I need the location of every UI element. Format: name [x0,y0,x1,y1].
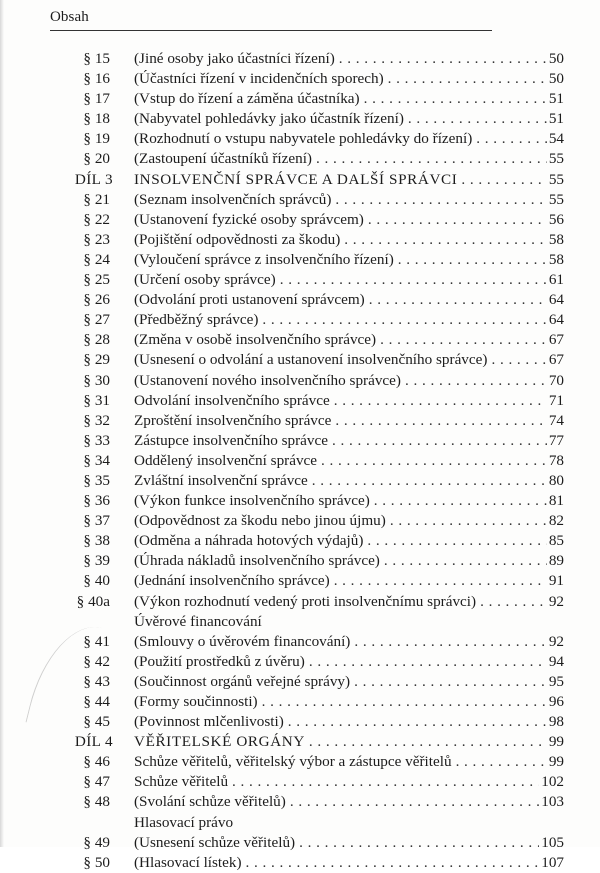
section-title: Odvolání insolvenčního správce [134,391,330,409]
section-title: Oddělený insolvenční správce [134,451,318,469]
toc-entry-row [0,69,600,89]
section-title: (Rozhodnutí o vstupu nabyvatele pohledávky do řízení) [134,130,473,148]
section-number: § 25 [83,271,110,289]
subheading-title: Úvěrové financování [134,612,262,630]
toc-entry-row [0,672,600,692]
entry-line [134,451,564,471]
section-number: § 43 [83,672,110,690]
toc-entry-row [0,190,600,210]
dot-leader [369,290,547,310]
dot-leader [321,451,547,471]
section-title: (Nabyvatel pohledávky jako účastník řízení) [134,110,404,128]
section-number: § 46 [83,753,110,771]
toc-entry-row [0,89,600,109]
page-number: 55 [548,170,564,188]
page-number: 95 [548,672,564,690]
section-number: § 31 [83,391,110,409]
page-number: 55 [548,150,564,168]
section-number: § 17 [83,90,110,108]
section-title: Zvláštní insolvenční správce [134,471,308,489]
page-number: 71 [548,391,564,409]
entry-line [134,350,564,370]
dot-leader [398,250,547,270]
dot-leader [367,531,546,551]
dot-leader [368,210,547,230]
entry-line [134,752,564,772]
dot-leader [374,491,547,511]
section-title: (Usnesení o odvolání a ustanovení insolvenčního správce) [134,351,488,369]
entry-line [134,571,564,591]
section-number: § 44 [83,693,110,710]
toc-entry-row [0,49,600,69]
entry-line [134,391,564,411]
entry-line [134,692,564,712]
entry-line [134,310,564,330]
page-number: 58 [548,230,564,248]
entry-line [134,290,564,310]
page-number: 74 [548,411,564,429]
section-title: Schůze věřitelů [134,773,229,791]
dot-leader [280,270,547,290]
entry-line [134,772,564,792]
page-number: 54 [548,130,564,148]
page-number: 94 [548,652,564,670]
entry-line [134,632,564,652]
toc-entry-row [0,692,600,712]
section-title: (Odměna a náhrada hotových výdajů) [134,532,364,550]
section-title: (Úhrada nákladů insolvenčního správce) [134,552,380,570]
page-number: 50 [548,70,564,88]
section-number: § 50 [83,853,110,871]
entry-line [134,129,564,149]
section-number: § 34 [83,451,110,469]
page-number: 99 [548,753,564,771]
section-title: (Změna v osobě insolvenčního správce) [134,331,377,349]
section-number: § 22 [83,210,110,228]
entry-line [134,89,564,109]
page-number: 55 [548,190,564,208]
entry-line [134,230,564,250]
entry-line [134,330,564,350]
section-number: § 30 [83,371,110,389]
section-title: (Svolání schůze věřitelů) [134,793,286,811]
entry-line [134,109,564,129]
section-title: Schůze věřitelů, věřitelský výbor a zástupce věřitelů [134,753,452,771]
table-of-contents [0,49,600,873]
dot-leader [364,89,547,109]
section-number: § 40 [83,572,110,590]
page-number: 91 [548,572,564,590]
dot-leader [262,692,547,712]
dot-leader [384,551,547,571]
entry-line [134,551,564,571]
toc-entry-row [0,149,600,169]
toc-entry-row [0,712,600,732]
toc-subheading-row [0,813,600,833]
section-number: § 36 [83,492,110,510]
page-number: 96 [548,693,564,710]
section-number: § 47 [83,773,110,791]
page-number: 102 [541,773,564,791]
entry-line [134,190,564,210]
dot-leader [316,149,547,169]
section-number: § 24 [83,250,110,268]
section-title: (Odpovědnost za škodu nebo jinou újmu) [134,512,386,530]
entry-line [134,411,564,431]
toc-division-row [0,732,600,752]
section-title: (Ustanovení fyzické osoby správcem) [134,210,364,228]
dot-leader [405,371,547,391]
section-number: § 27 [83,311,110,329]
section-title: (Použití prostředků z úvěru) [134,652,305,670]
header-rule [50,30,492,31]
entry-line [134,672,564,692]
toc-entry-row [0,330,600,350]
toc-entry-row [0,772,600,792]
section-number: § 21 [83,190,110,208]
toc-entry-row [0,471,600,491]
dot-leader [461,170,546,190]
entry-line [134,531,564,551]
dot-leader [390,511,547,531]
section-number: § 32 [83,411,110,429]
toc-entry-row [0,511,600,531]
page-number: 92 [548,632,564,650]
entry-line [134,732,564,752]
section-number: § 37 [83,512,110,530]
page-number: 51 [548,90,564,108]
page-number: 103 [541,793,564,811]
section-number: § 45 [83,713,110,731]
dot-leader [408,109,547,129]
toc-entry-row [0,792,600,812]
entry-line [134,270,564,290]
entry-line [134,69,564,89]
section-title: (Vstup do řízení a záměna účastníka) [134,90,360,108]
toc-entry-row [0,310,600,330]
page-number: 77 [548,431,564,449]
entry-line [134,712,564,732]
section-title: Zproštění insolvenčního správce [134,411,332,429]
dot-leader [312,471,547,491]
dot-leader [456,752,547,772]
section-title: (Jednání insolvenčního správce) [134,572,330,590]
section-number: § 29 [83,351,110,369]
page-number: 67 [548,351,564,369]
page-number: 85 [548,532,564,550]
entry-line [134,431,564,451]
entry-line [134,471,564,491]
section-title: (Formy součinnosti) [134,693,258,710]
section-title: (Hlasovací lístek) [134,853,242,871]
section-title: (Účastníci řízení v incidenčních sporech) [134,70,384,88]
page-number: 107 [541,853,564,871]
dot-leader [334,391,547,411]
dot-leader [388,69,547,89]
dot-leader [339,49,547,69]
page-number: 51 [548,110,564,128]
dot-leader [491,350,546,370]
entry-line [134,49,564,69]
toc-entry-row [0,230,600,250]
page-number: 80 [548,471,564,489]
running-head: Obsah [50,9,89,25]
toc-entry-row [0,752,600,772]
dot-leader [299,833,539,853]
dot-leader [335,411,546,431]
section-title: (Výkon funkce insolvenčního správce) [134,492,370,510]
toc-entry-row [0,210,600,230]
section-title: (Smlouvy o úvěrovém financování) [134,632,351,650]
toc-entry-row [0,551,600,571]
section-number: § 38 [83,532,110,550]
division-number: DÍL 4 [74,733,113,751]
entry-line [134,813,564,833]
section-number: § 42 [83,652,110,670]
toc-entry-row [0,491,600,511]
page-number: 92 [548,592,564,610]
page-number: 64 [548,311,564,329]
toc-entry-row [0,592,600,612]
section-number: § 41 [83,632,110,650]
entry-line [134,853,564,873]
section-title: (Odvolání proti ustanovení správcem) [134,291,365,309]
entry-line [134,210,564,230]
dot-leader [309,732,547,752]
entry-line [134,592,564,612]
dot-leader [354,672,547,692]
section-number: § 23 [83,230,110,248]
entry-line [134,612,564,632]
toc-subheading-row [0,612,600,632]
dot-leader [480,592,547,612]
entry-line [134,250,564,270]
toc-entry-row [0,129,600,149]
section-number: § 49 [83,833,110,851]
dot-leader [332,431,547,451]
dot-leader [290,792,539,812]
dot-leader [309,652,547,672]
section-number: § 19 [83,130,110,148]
entry-line [134,371,564,391]
entry-line [134,511,564,531]
subheading-title: Hlasovací právo [134,813,234,831]
dot-leader [476,129,547,149]
toc-entry-row [0,652,600,672]
toc-entry-row [0,371,600,391]
section-title: (Seznam insolvenčních správců) [134,190,332,208]
division-title: VĚŘITELSKÉ ORGÁNY [134,733,305,751]
section-title: (Povinnost mlčenlivosti) [134,713,284,731]
page-number: 58 [548,250,564,268]
section-title: (Součinnost orgánů veřejné správy) [134,672,351,690]
section-number: § 28 [83,331,110,349]
toc-entry-row [0,109,600,129]
entry-line [134,491,564,511]
toc-entry-row [0,853,600,873]
dot-leader [335,190,546,210]
section-number: § 33 [83,431,110,449]
page-number: 56 [548,210,564,228]
page-number: 89 [548,552,564,570]
section-number: § 16 [83,70,110,88]
section-number: § 26 [83,291,110,309]
toc-entry-row [0,250,600,270]
page-number: 70 [548,371,564,389]
section-title: (Ustanovení nového insolvenčního správce) [134,371,401,389]
page-number: 81 [548,492,564,510]
entry-line [134,833,564,853]
dot-leader [380,330,547,350]
dot-leader [354,632,546,652]
entry-line [134,170,564,190]
toc-entry-row [0,451,600,471]
section-title: (Předběžný správce) [134,311,259,329]
page-number: 99 [548,733,564,751]
toc-entry-row [0,270,600,290]
section-number: § 35 [83,471,110,489]
section-number: § 48 [83,793,110,811]
page-number: 64 [548,291,564,309]
dot-leader [262,310,546,330]
section-title: (Určení osoby správce) [134,271,276,289]
toc-division-row [0,170,600,190]
section-title: (Zastoupení účastníků řízení) [134,150,312,168]
toc-entry-row [0,833,600,853]
dot-leader [334,571,547,591]
page-number: 105 [541,833,564,851]
section-number: § 39 [83,552,110,570]
section-title: (Pojištění odpovědnosti za škodu) [134,230,341,248]
section-title: (Jiné osoby jako účastníci řízení) [134,50,335,67]
section-number: § 15 [83,50,110,67]
division-number: DÍL 3 [74,170,113,188]
toc-entry-row [0,290,600,310]
entry-line [134,652,564,672]
toc-entry-row [0,350,600,370]
dot-leader [288,712,547,732]
toc-entry-row [0,632,600,652]
section-title: (Usnesení schůze věřitelů) [134,833,296,851]
page-number: 78 [548,451,564,469]
toc-entry-row [0,431,600,451]
dot-leader [232,772,539,792]
section-number: § 20 [83,150,110,168]
toc-entry-row [0,391,600,411]
dot-leader [344,230,547,250]
page-number: 50 [548,50,564,67]
page-number: 82 [548,512,564,530]
section-number: § 40a [76,592,110,610]
toc-entry-row [0,531,600,551]
page-number: 98 [548,713,564,731]
dot-leader [246,853,540,873]
section-title: Zástupce insolvenčního správce [134,431,328,449]
page-number: 67 [548,331,564,349]
section-title: (Vyloučení správce z insolvenčního řízení) [134,250,394,268]
entry-line [134,149,564,169]
division-title: INSOLVENČNÍ SPRÁVCE A DALŠÍ SPRÁVCI [134,170,458,188]
toc-entry-row [0,411,600,431]
entry-line [134,792,564,812]
section-number: § 18 [83,110,110,128]
page-number: 61 [548,271,564,289]
section-title: (Výkon rozhodnutí vedený proti insolvenčnímu správci) [134,592,477,610]
toc-entry-row [0,571,600,591]
